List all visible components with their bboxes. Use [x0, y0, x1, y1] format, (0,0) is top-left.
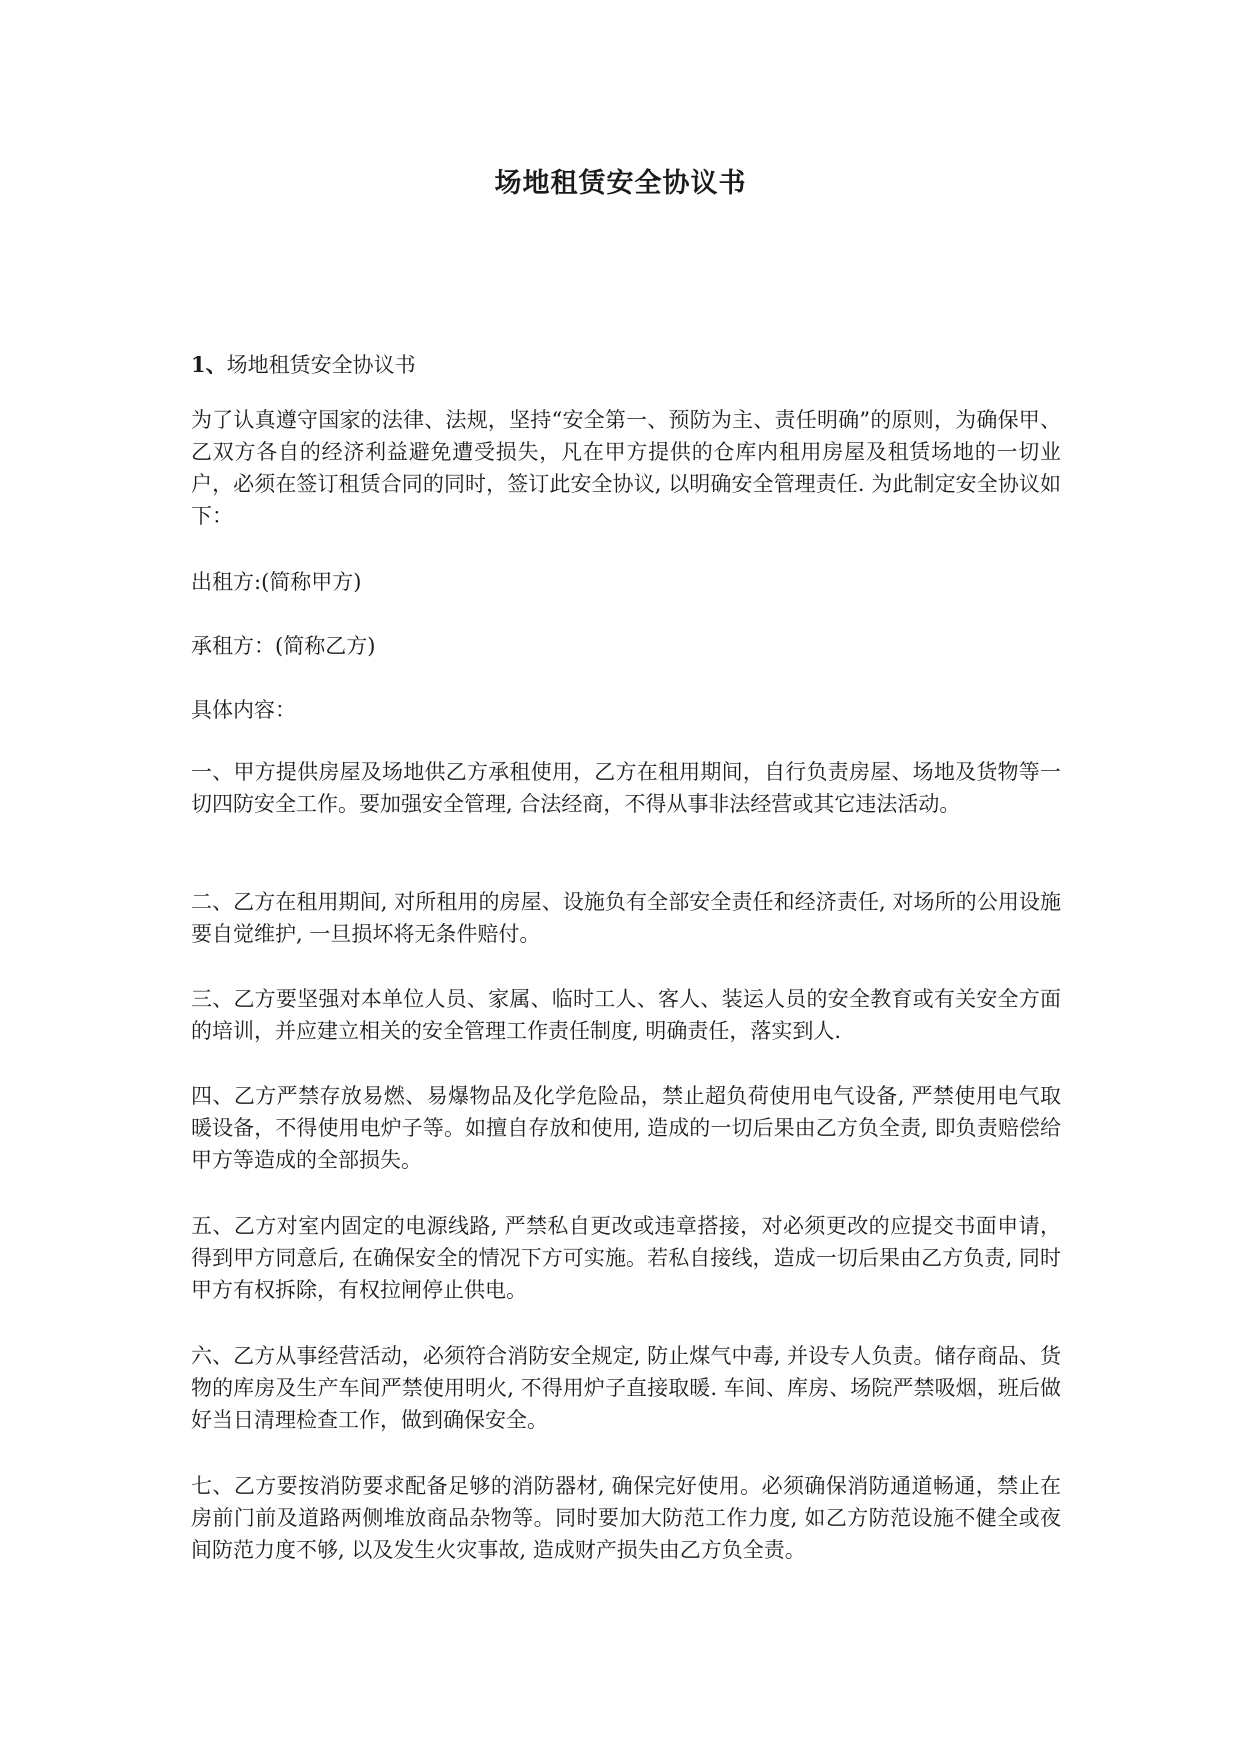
section-heading-text: 场地租赁安全协议书: [226, 353, 416, 377]
contents-label: 具体内容：: [191, 698, 296, 722]
intro-paragraph: 为了认真遵守国家的法律、法规，坚持“安全第一、预防为主、责任明确”的原则，为确保甲、乙双方各自的经济利益避免遭受损失，凡在甲方提供的仓库内租用房屋及租赁场地的一切业户，必须在签订租赁合同的同时，签订此安全协议, 以明确安全管理责任. 为此制定安全协议如下：: [191, 408, 1061, 528]
lessor-line: 出租方:(简称甲方): [191, 570, 362, 594]
clause-7: 七、乙方要按消防要求配备足够的消防器材, 确保完好使用。必须确保消防通道畅通，禁止在房前门前及道路两侧堆放商品杂物等。同时要加大防范工作力度, 如乙方防范设施不健全或夜间防范力度不够, 以及发生火灾事故, 造成财产损失由乙方负全责。: [191, 1474, 1061, 1562]
clause-5: 五、乙方对室内固定的电源线路, 严禁私自更改或违章搭接，对必须更改的应提交书面申请，得到甲方同意后, 在确保安全的情况下方可实施。若私自接线，造成一切后果由乙方负责, 同时甲方有权拆除，有权拉闸停止供电。: [191, 1214, 1061, 1302]
document-title: 场地租赁安全协议书: [494, 168, 747, 199]
clause-2: 二、乙方在租用期间, 对所租用的房屋、设施负有全部安全责任和经济责任, 对场所的公用设施要自觉维护, 一旦损坏将无条件赔付。: [191, 890, 1061, 946]
section-heading: [191, 349, 416, 381]
clause-3: 三、乙方要坚强对本单位人员、家属、临时工人、客人、装运人员的安全教育或有关安全方面的培训，并应建立相关的安全管理工作责任制度, 明确责任，落实到人.: [191, 987, 1061, 1043]
section-number: 1、: [191, 352, 227, 377]
lessee-line: 承租方：(简称乙方): [191, 634, 376, 658]
clause-4: 四、乙方严禁存放易燃、易爆物品及化学危险品，禁止超负荷使用电气设备, 严禁使用电气取暖设备，不得使用电炉子等。如擅自存放和使用, 造成的一切后果由乙方负全责, 即负责赔偿给甲方等造成的全部损失。: [191, 1084, 1061, 1172]
clause-1: 一、甲方提供房屋及场地供乙方承租使用，乙方在租用期间，自行负责房屋、场地及货物等一切四防安全工作。要加强安全管理, 合法经商，不得从事非法经营或其它违法活动。: [191, 760, 1061, 816]
clause-6: 六、乙方从事经营活动，必须符合消防安全规定, 防止煤气中毒, 并设专人负责。储存商品、货物的库房及生产车间严禁使用明火, 不得用炉子直接取暖. 车间、库房、场院严禁吸烟，班后做好当日清理检查工作，做到确保安全。: [191, 1344, 1061, 1432]
